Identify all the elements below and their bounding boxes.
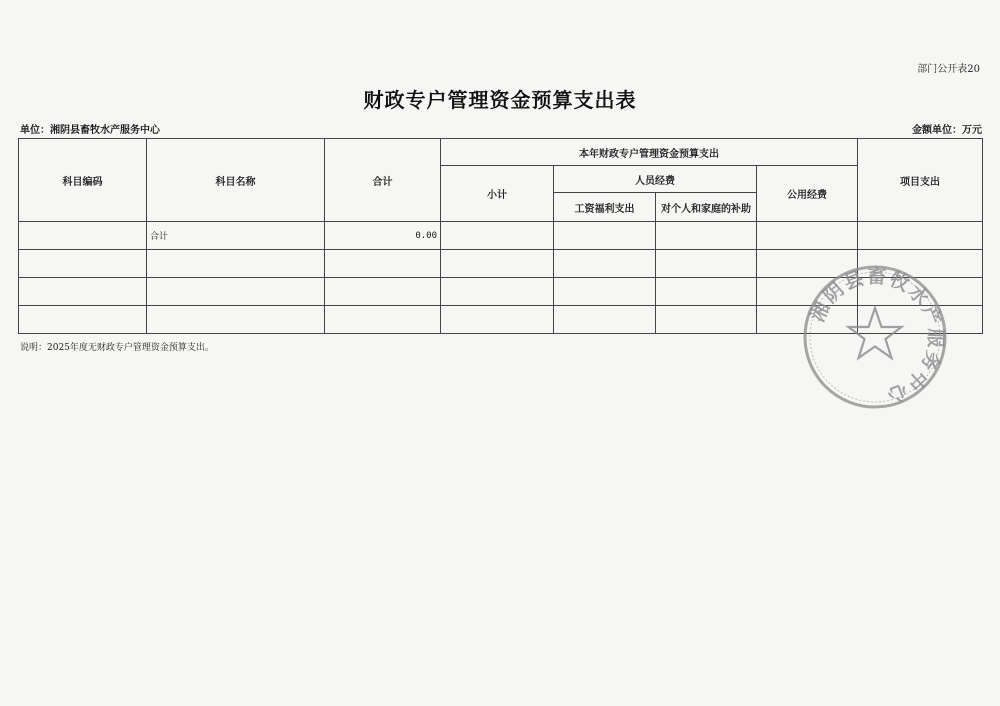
cell-subtotal [441, 306, 554, 334]
header-public: 公用经费 [757, 166, 858, 222]
unit-label: 单位：湘阴县畜牧水产服务中心 [20, 125, 160, 136]
cell-public [757, 222, 858, 250]
seal-text: 湘阴县畜牧水产服务中心 [806, 265, 947, 408]
cell-name [147, 250, 325, 278]
cell-name [147, 306, 325, 334]
cell-code [19, 222, 147, 250]
cell-wages [554, 222, 656, 250]
cell-wages [554, 278, 656, 306]
header-group: 本年财政专户管理资金预算支出 [441, 139, 858, 166]
cell-subsidy [656, 222, 757, 250]
document-code: 部门公开表20 [917, 64, 980, 75]
header-wages: 工资福利支出 [554, 193, 656, 222]
cell-code [19, 306, 147, 334]
cell-name: 合计 [147, 222, 325, 250]
cell-code [19, 250, 147, 278]
header-project: 项目支出 [858, 139, 983, 222]
header-total: 合计 [325, 139, 441, 222]
cell-project [858, 222, 983, 250]
header-code: 科目编码 [19, 139, 147, 222]
cell-wages [554, 306, 656, 334]
cell-subsidy [656, 306, 757, 334]
official-seal [800, 262, 950, 412]
header-name: 科目名称 [147, 139, 325, 222]
amount-unit: 金额单位：万元 [912, 125, 982, 136]
cell-total [325, 250, 441, 278]
cell-subsidy [656, 250, 757, 278]
cell-subsidy [656, 278, 757, 306]
header-subsidy: 对个人和家庭的补助 [656, 193, 757, 222]
header-subtotal: 小计 [441, 166, 554, 222]
cell-total: 0.00 [325, 222, 441, 250]
cell-subtotal [441, 250, 554, 278]
cell-subtotal [441, 278, 554, 306]
cell-wages [554, 250, 656, 278]
cell-subtotal [441, 222, 554, 250]
header-personnel: 人员经费 [554, 166, 757, 193]
page-title: 财政专户管理资金预算支出表 [363, 88, 637, 112]
cell-name [147, 278, 325, 306]
table-row [19, 222, 983, 250]
cell-total [325, 278, 441, 306]
star-icon [849, 308, 902, 358]
header-row-1 [19, 139, 983, 166]
cell-total [325, 306, 441, 334]
cell-code [19, 278, 147, 306]
table-note: 说明：2025年度无财政专户管理资金预算支出。 [20, 343, 214, 353]
